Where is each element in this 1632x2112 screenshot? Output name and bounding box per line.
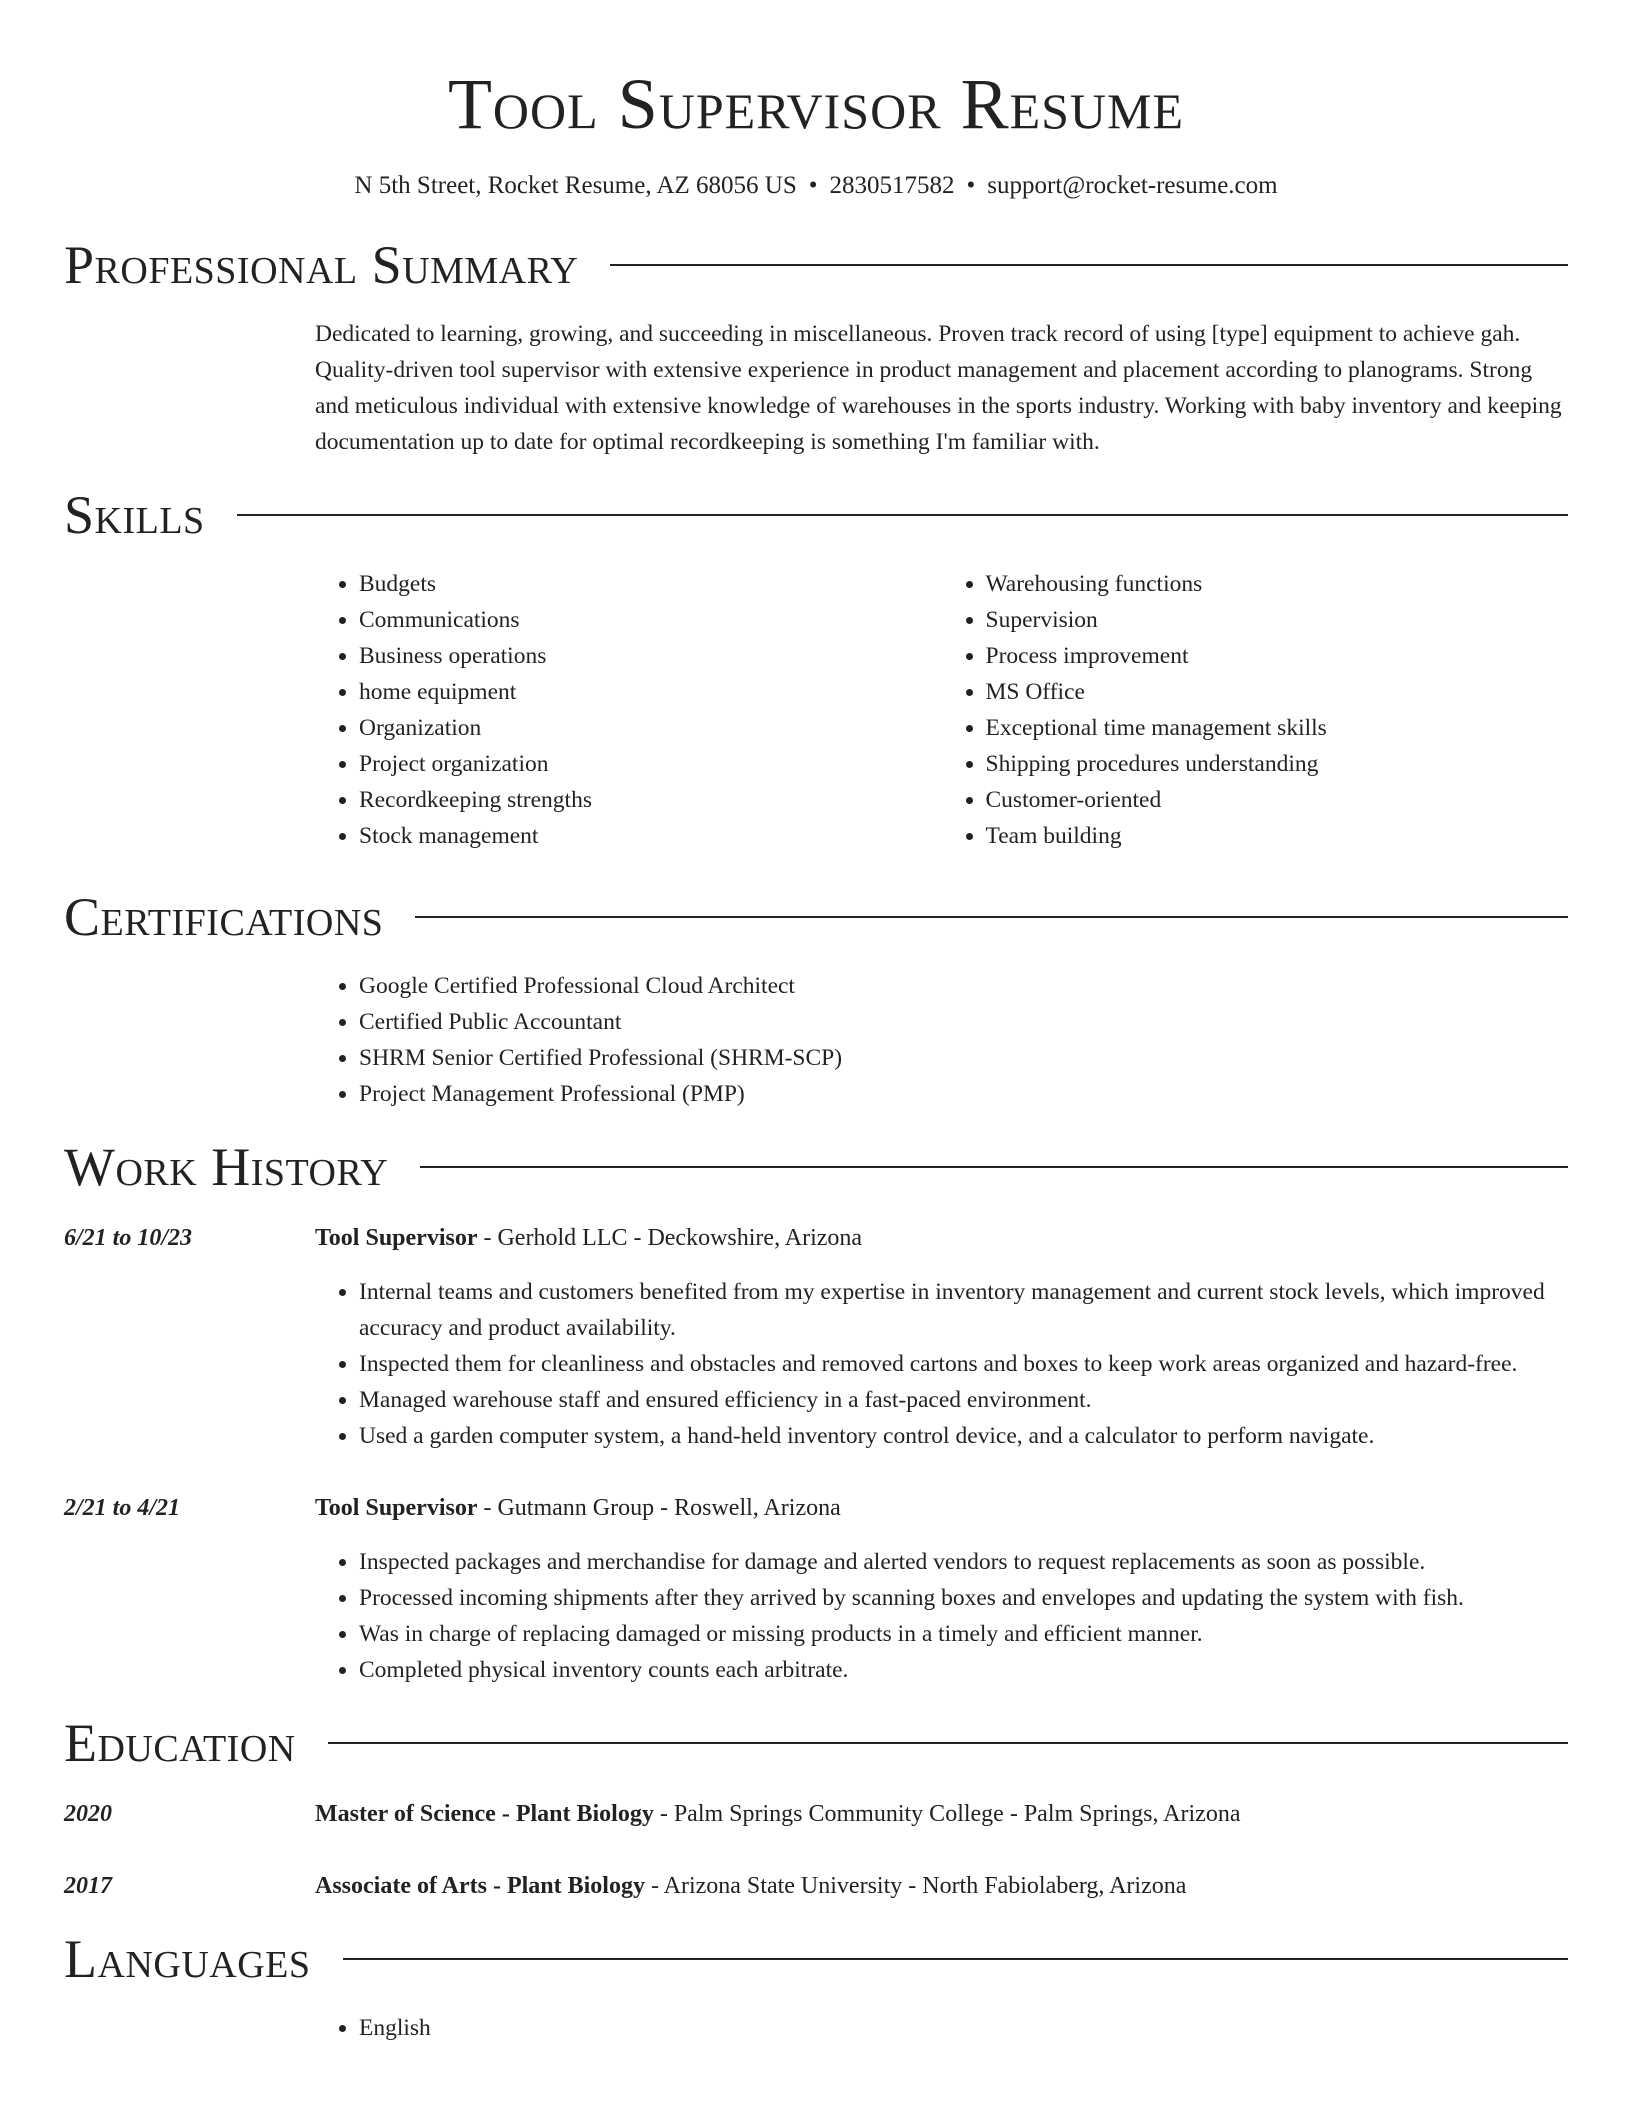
contact-separator: • (966, 172, 976, 199)
section-title-certifications: Certifications (64, 887, 384, 947)
summary-text: Dedicated to learning, growing, and succeeding in miscellaneous. Proven track record of using [type] equipment to achieve gah. Quality-driven tool supervisor with extensive experience in product management and placement according to planograms. Strong and meticulous individual with extensive knowledge of warehouses in the sports industry. Working with baby inventory and keeping documentation up to date for optimal recordkeeping is something I'm familiar with. (315, 321, 1562, 455)
section-header-languages (64, 1926, 1568, 1992)
education-year: 2020 (64, 1801, 112, 1827)
job-bullets (315, 1544, 1568, 1688)
skill-item: • MS Office (986, 674, 1569, 710)
section-header-education (64, 1710, 1568, 1776)
contact-address: N 5th Street, Rocket Resume, AZ 68056 US (354, 172, 797, 199)
skill-item: • Exceptional time management skills (986, 710, 1569, 746)
job-dates: 2/21 to 4/21 (64, 1495, 181, 1521)
resume-title: Tool Supervisor Resume (447, 64, 1185, 144)
skill-item: • Supervision (986, 602, 1569, 638)
job-header (64, 1220, 1568, 1256)
section-title-languages: Languages (64, 1929, 311, 1989)
certification-item: • Certified Public Accountant (359, 1004, 1568, 1040)
contact-line (64, 170, 1568, 202)
section-header-work-history (64, 1134, 1568, 1200)
section-title-skills: Skills (64, 485, 205, 545)
resume-page (64, 0, 1568, 2046)
skill-item: • home equipment (359, 674, 942, 710)
section-divider (237, 514, 1568, 516)
job-employer: - Gutmann Group - Roswell, Arizona (477, 1495, 841, 1521)
language-item: • English (359, 2010, 1568, 2046)
contact-separator: • (808, 172, 818, 199)
job-bullet: • Used a garden computer system, a hand-held inventory control device, and a calculator to perform navigate. (359, 1418, 1568, 1454)
education-school: - Palm Springs Community College - Palm Springs, Arizona (653, 1801, 1241, 1827)
education-school: - Arizona State University - North Fabiolaberg, Arizona (644, 1873, 1187, 1899)
education-line (315, 1796, 1240, 1832)
section-header-certifications (64, 884, 1568, 950)
skill-item: • Organization (359, 710, 942, 746)
job-bullet: • Internal teams and customers benefited from my expertise in inventory management and current stock levels, which improved accuracy and product availability. (359, 1274, 1568, 1346)
job-header (64, 1490, 1568, 1526)
certification-item: • SHRM Senior Certified Professional (SHRM-SCP) (359, 1040, 1568, 1076)
skill-item: • Project organization (359, 746, 942, 782)
certifications-list (315, 968, 1568, 1112)
skill-item: • Customer-oriented (986, 782, 1569, 818)
skill-item: • Business operations (359, 638, 942, 674)
skill-item: • Process improvement (986, 638, 1569, 674)
section-header-summary (64, 232, 1568, 298)
job-title-line (315, 1220, 862, 1256)
section-title-work-history: Work History (64, 1137, 389, 1197)
job-dates: 6/21 to 10/23 (64, 1225, 193, 1251)
skill-item: • Recordkeeping strengths (359, 782, 942, 818)
job-bullets (315, 1274, 1568, 1454)
education-entry (64, 1796, 1568, 1832)
job-bullet: • Inspected packages and merchandise for damage and alerted vendors to request replacements as soon as possible. (359, 1544, 1568, 1580)
skills-column-right (942, 566, 1569, 854)
section-divider (420, 1166, 1568, 1168)
section-divider (343, 1958, 1569, 1960)
job-bullet: • Completed physical inventory counts each arbitrate. (359, 1652, 1568, 1688)
skill-item: • Budgets (359, 566, 942, 602)
education-line (315, 1868, 1186, 1904)
job-bullet: • Processed incoming shipments after they arrived by scanning boxes and envelopes and updating the system with fish. (359, 1580, 1568, 1616)
section-header-skills (64, 482, 1568, 548)
section-title-education: Education (64, 1713, 296, 1773)
education-year: 2017 (64, 1873, 112, 1899)
languages-list (315, 2010, 1568, 2046)
job-title-line (315, 1490, 841, 1526)
section-divider (610, 264, 1568, 266)
section-divider (415, 916, 1568, 918)
job-employer: - Gerhold LLC - Deckowshire, Arizona (477, 1225, 863, 1251)
certification-item: • Google Certified Professional Cloud Architect (359, 968, 1568, 1004)
job-entry (64, 1220, 1568, 1454)
education-degree: Master of Science - Plant Biology (315, 1801, 654, 1827)
job-entry (64, 1490, 1568, 1688)
section-divider (328, 1742, 1568, 1744)
job-bullet: • Was in charge of replacing damaged or missing products in a timely and efficient manner. (359, 1616, 1568, 1652)
certification-item: • Project Management Professional (PMP) (359, 1076, 1568, 1112)
section-title-summary: Professional Summary (64, 235, 579, 295)
skill-item: • Shipping procedures understanding (986, 746, 1569, 782)
skills-list (315, 566, 1568, 854)
skills-column-left (315, 566, 942, 854)
skill-item: • Stock management (359, 818, 942, 854)
job-bullet: • Managed warehouse staff and ensured efficiency in a fast-paced environment. (359, 1382, 1568, 1418)
job-title: Tool Supervisor (315, 1495, 478, 1521)
skill-item: • Team building (986, 818, 1569, 854)
job-title: Tool Supervisor (315, 1225, 478, 1251)
education-degree: Associate of Arts - Plant Biology (315, 1873, 645, 1899)
skill-item: • Communications (359, 602, 942, 638)
contact-phone: 2830517582 (829, 172, 955, 199)
skill-item: • Warehousing functions (986, 566, 1569, 602)
education-entry (64, 1868, 1568, 1904)
job-bullet: • Inspected them for cleanliness and obstacles and removed cartons and boxes to keep work areas organized and hazard-free. (359, 1346, 1568, 1382)
contact-email: support@rocket-resume.com (987, 172, 1278, 199)
